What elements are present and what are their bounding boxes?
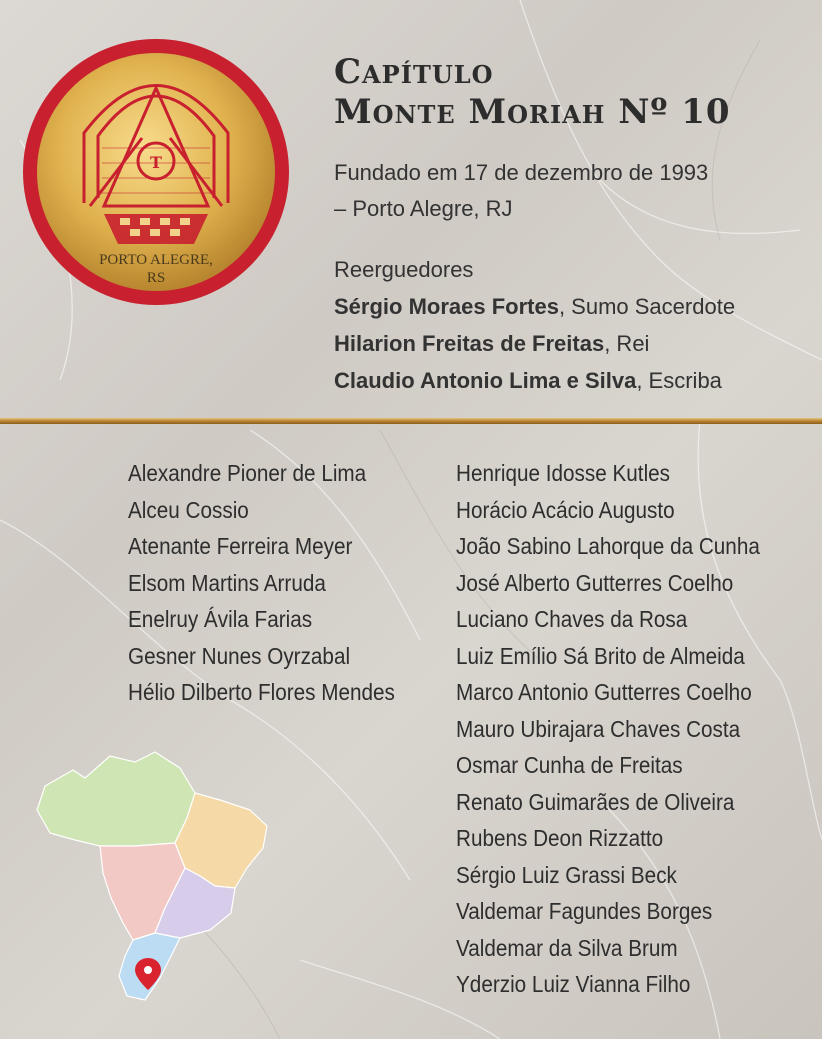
- list-item: Horácio Acácio Augusto: [456, 496, 675, 523]
- list-item: Renato Guimarães de Oliveira: [456, 788, 735, 815]
- emblem-city-line2: RS: [146, 270, 166, 286]
- title-line-2: Monte Moriah Nº 10: [334, 92, 731, 132]
- founder-role: , Rei: [604, 331, 650, 356]
- founder-name: Sérgio Moraes Fortes: [334, 294, 559, 319]
- founder-name: Hilarion Freitas de Freitas: [334, 331, 605, 356]
- svg-text:T: T: [150, 153, 162, 172]
- list-item: Alexandre Pioner de Lima: [128, 460, 367, 486]
- founder-name: Claudio Antonio Lima e Silva: [334, 368, 637, 393]
- founder-row: [334, 325, 804, 362]
- founders-heading: Reerguedores: [334, 257, 474, 282]
- list-item: Marco Antonio Gutterres Coelho: [456, 679, 752, 705]
- chapter-emblem: [22, 38, 290, 306]
- list-item: Osmar Cunha de Freitas: [456, 752, 683, 778]
- list-item: Atenante Ferreira Meyer: [128, 533, 353, 559]
- list-item: Valdemar da Silva Brum: [456, 934, 678, 961]
- list-item: Hélio Dilberto Flores Mendes: [128, 679, 395, 705]
- royal-arch-emblem-icon: [22, 38, 290, 306]
- list-item: Mauro Ubirajara Chaves Costa: [456, 715, 741, 742]
- members-list-right: [456, 455, 794, 1003]
- title-line-1: Capítulo: [334, 52, 494, 92]
- members-list-left: [128, 455, 425, 711]
- emblem-city-line1: PORTO ALEGRE,: [99, 252, 213, 268]
- founder-row: [334, 362, 804, 399]
- founder-row: [334, 288, 804, 325]
- founder-role: , Sumo Sacerdote: [558, 294, 736, 319]
- list-item: Rubens Deon Rizzatto: [456, 825, 664, 851]
- list-item: Elsom Martins Arruda: [128, 569, 326, 596]
- founding-date: Fundado em 17 de dezembro de 1993: [334, 160, 709, 185]
- list-item: Yderzio Luiz Vianna Filho: [456, 971, 691, 997]
- list-item: Alceu Cossio: [128, 496, 249, 523]
- list-item: Luiz Emílio Sá Brito de Almeida: [456, 642, 745, 669]
- founding-info: [334, 155, 754, 227]
- founder-role: , Escriba: [636, 368, 722, 393]
- gold-divider: [0, 418, 822, 424]
- list-item: Henrique Idosse Kutles: [456, 460, 671, 486]
- page-title: [334, 52, 731, 132]
- brazil-map: [15, 748, 275, 1013]
- list-item: Enelruy Ávila Farias: [128, 606, 313, 632]
- founders-section: [334, 251, 804, 399]
- list-item: Sérgio Luiz Grassi Beck: [456, 861, 677, 888]
- list-item: José Alberto Gutterres Coelho: [456, 569, 734, 596]
- list-item: Valdemar Fagundes Borges: [456, 898, 713, 924]
- region-north: [37, 752, 195, 846]
- list-item: Gesner Nunes Oyrzabal: [128, 642, 351, 669]
- list-item: Luciano Chaves da Rosa: [456, 606, 688, 632]
- founding-place: – Porto Alegre, RJ: [334, 196, 513, 221]
- list-item: João Sabino Lahorque da Cunha: [456, 533, 760, 559]
